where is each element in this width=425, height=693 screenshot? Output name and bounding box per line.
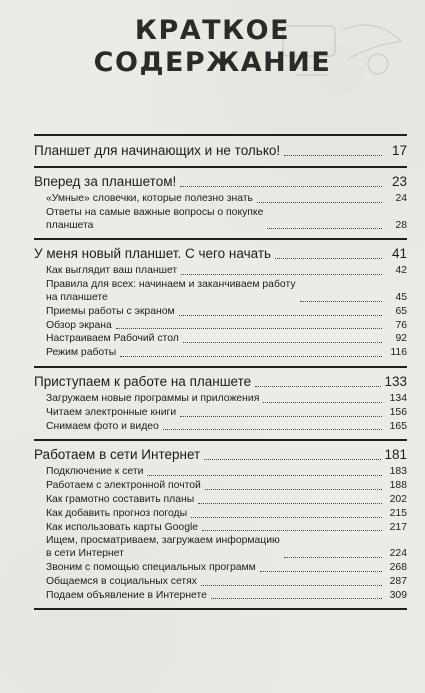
toc-leader <box>205 489 382 490</box>
toc-leader <box>255 386 381 387</box>
toc-subentry-label: Подаем объявление в Интернете <box>46 589 207 601</box>
toc-subentry <box>34 576 407 589</box>
toc-subentry <box>34 279 407 305</box>
toc-leader <box>181 274 382 275</box>
toc-page-number: 65 <box>395 305 407 317</box>
toc-page-number: 24 <box>395 193 407 204</box>
toc-leader <box>260 571 382 572</box>
toc-subentry <box>34 522 407 535</box>
toc-page-number: 215 <box>389 507 407 519</box>
toc-entry-label: У меня новый планшет. С чего начать <box>34 246 272 262</box>
toc-subentry-label: «Умные» словечки, которые полезно знать <box>46 193 253 204</box>
toc-subentry-label: Подключение к сети <box>46 466 144 478</box>
toc-entry-label: Работаем в сети Интернет <box>34 447 201 463</box>
toc-page-number: 41 <box>391 246 407 262</box>
toc-leader <box>211 598 382 599</box>
toc-page-number: 202 <box>389 493 407 505</box>
toc-subentry-label: Правила для всех: начинаем и заканчиваем работу на планшете <box>46 279 296 303</box>
toc-subentry-label: Как выглядит ваш планшет <box>46 265 178 277</box>
toc-subentry-label: Звоним с помощью специальных программ <box>46 561 256 573</box>
toc-leader <box>183 342 382 343</box>
toc-leader <box>202 530 382 531</box>
page-title-line-1: КРАТКОЕ <box>134 15 291 46</box>
toc-subentry <box>34 207 407 233</box>
toc-subentry-label: Как добавить прогноз погоды <box>46 507 188 519</box>
toc-subentry <box>34 535 407 561</box>
toc-leader <box>204 459 381 460</box>
toc-entry-main <box>34 447 407 463</box>
toc-section-2 <box>34 168 407 240</box>
toc-entry-label: Приступаем к работе на планшете <box>34 373 252 389</box>
toc-page-number: 165 <box>389 420 407 432</box>
toc-section-4 <box>34 368 407 441</box>
toc-leader <box>191 517 382 518</box>
toc-page-number: 76 <box>395 319 407 331</box>
toc-leader <box>180 186 382 187</box>
toc-page-number: 134 <box>389 392 407 404</box>
toc-page-number: 309 <box>389 589 407 601</box>
toc-page-number: 188 <box>389 480 407 492</box>
toc-subentry-label: Настраиваем Рабочий стол <box>46 333 179 345</box>
toc-subentry <box>34 562 407 575</box>
toc-page-number: 45 <box>395 291 407 303</box>
toc-subentry-label: Общаемся в социальных сетях <box>46 575 197 587</box>
toc-leader <box>116 328 382 329</box>
toc-page-number: 23 <box>391 174 407 189</box>
toc-page-number: 224 <box>389 548 407 560</box>
toc-leader <box>163 429 382 430</box>
toc-subentry <box>34 306 407 319</box>
toc-leader <box>198 503 382 504</box>
toc-subentry-label: Обзор экрана <box>46 319 112 331</box>
toc-subentry-label: Как использовать карты Google <box>46 521 199 533</box>
toc-page-number: 17 <box>391 143 407 158</box>
toc-subentry <box>34 480 407 493</box>
page-title <box>0 15 425 79</box>
toc-subentry <box>34 347 407 360</box>
toc-entry-label: Планшет для начинающих и не только! <box>34 143 281 158</box>
toc-leader <box>284 557 382 558</box>
toc-leader <box>179 315 382 316</box>
toc-entry-main <box>34 246 407 262</box>
toc-subentry-label: Снимаем фото и видео <box>46 420 159 432</box>
toc-subentry <box>34 407 407 420</box>
toc-leader <box>263 402 382 403</box>
toc-page-number: 268 <box>389 561 407 573</box>
toc-subentry <box>34 590 407 603</box>
toc-leader <box>180 416 382 417</box>
toc-subentry <box>34 193 407 206</box>
toc-subentry <box>34 393 407 406</box>
toc-subentry <box>34 265 407 278</box>
toc-subentry <box>34 421 407 434</box>
toc-entry-main <box>34 374 407 390</box>
toc-subentry-label: Ответы на самые важные вопросы о покупке планшета <box>46 206 264 231</box>
toc-entry-main <box>34 174 407 190</box>
toc-entry-label: Вперед за планшетом! <box>34 174 177 189</box>
toc-subentry <box>34 466 407 479</box>
toc-subentry <box>34 333 407 346</box>
toc-subentry-label: Читаем электронные книги <box>46 406 177 418</box>
toc-page-number: 116 <box>390 347 407 359</box>
page-title-line-2: СОДЕРЖАНИЕ <box>93 47 332 78</box>
toc-section-5 <box>34 441 407 610</box>
toc-leader <box>147 475 382 476</box>
toc-section-1 <box>34 134 407 168</box>
toc-leader <box>201 585 382 586</box>
toc-leader <box>267 228 382 229</box>
toc-page-number: 287 <box>389 575 407 587</box>
toc-page-number: 42 <box>395 265 407 277</box>
toc-page-number: 92 <box>395 333 407 345</box>
toc-page-number: 217 <box>389 521 407 533</box>
toc-subentry <box>34 494 407 507</box>
toc-page-number: 28 <box>395 219 407 231</box>
toc-leader <box>275 258 382 259</box>
toc-subentry <box>34 508 407 521</box>
toc-subentry-label: Работаем с электронной почтой <box>46 480 201 492</box>
toc-leader <box>284 155 382 156</box>
toc-page-number: 133 <box>384 373 407 389</box>
toc-subentry-label: Приемы работы с экраном <box>46 305 175 317</box>
toc-subentry-label: Ищем, просматриваем, загружаем информацию в сети Интернет <box>46 535 280 560</box>
toc-entry-main <box>34 143 407 159</box>
toc-subentry-label: Загружаем новые программы и приложения <box>46 392 260 404</box>
toc-leader <box>300 301 382 302</box>
table-of-contents <box>34 134 407 681</box>
toc-subentry <box>34 320 407 333</box>
toc-subentry-label: Режим работы <box>46 347 117 359</box>
toc-section-3 <box>34 240 407 368</box>
toc-page-number: 183 <box>389 466 407 478</box>
toc-subentry-label: Как грамотно составить планы <box>46 493 195 505</box>
toc-leader <box>120 356 382 357</box>
toc-page-number: 156 <box>389 406 407 418</box>
toc-leader <box>257 202 382 203</box>
toc-page-number: 181 <box>384 447 407 463</box>
